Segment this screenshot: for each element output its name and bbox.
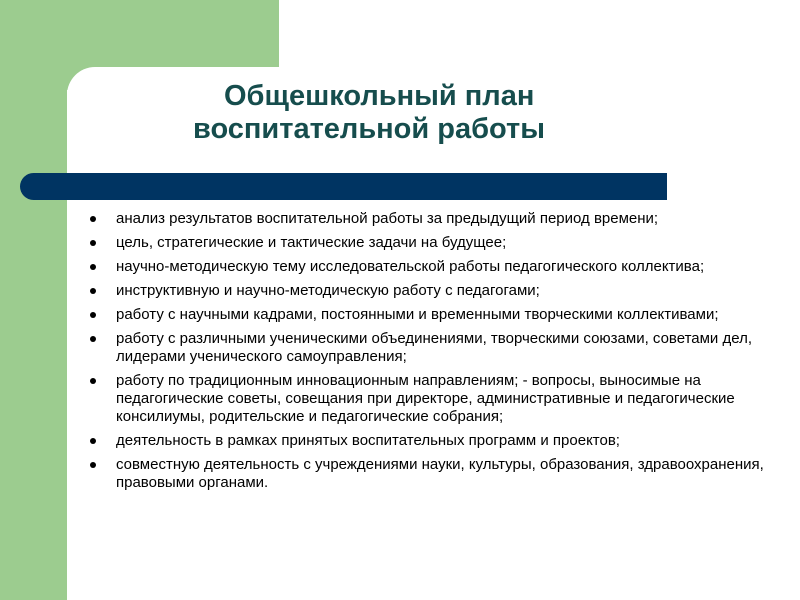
bullet-text: работу с различными ученическими объединениями, творческими союзами, советами дел, лидерами ученического самоуправления; — [116, 330, 752, 365]
bullet-list — [90, 210, 790, 498]
bullet-item — [90, 330, 790, 366]
bullet-icon — [90, 216, 96, 222]
decorative-green-strip-left — [0, 0, 67, 600]
slide-title — [160, 80, 680, 146]
bullet-text: совместную деятельность с учреждениями науки, культуры, образования, здравоохранения, правовыми органами. — [116, 456, 764, 491]
slide-title-line-1: Общешкольный план — [224, 80, 535, 112]
bullet-text: инструктивную и научно-методическую работу с педагогами; — [116, 282, 540, 299]
bullet-icon — [90, 240, 96, 246]
bullet-icon — [90, 288, 96, 294]
bullet-item — [90, 372, 790, 426]
bullet-item — [90, 456, 790, 492]
bullet-item — [90, 306, 790, 324]
bullet-icon — [90, 438, 96, 444]
bullet-item — [90, 258, 790, 276]
bullet-text: цель, стратегические и тактические задачи на будущее; — [116, 234, 507, 251]
slide-title-line-2: воспитательной работы — [193, 113, 545, 145]
bullet-item — [90, 432, 790, 450]
bullet-text: работу с научными кадрами, постоянными и временными творческими коллективами; — [116, 306, 719, 323]
bullet-icon — [90, 378, 96, 384]
bullet-text: научно-методическую тему исследовательской работы педагогического коллектива; — [116, 258, 705, 275]
bullet-item — [90, 210, 790, 228]
bullet-icon — [90, 336, 96, 342]
bullet-icon — [90, 264, 96, 270]
bullet-text: работу по традиционным инновационным направлениям; - вопросы, выносимые на педагогические советы, совещания при директоре, административные и педагогические консилиумы, родительские и педагогические собрания; — [116, 372, 735, 425]
bullet-icon — [90, 462, 96, 468]
bullet-item — [90, 282, 790, 300]
bullet-text: деятельность в рамках принятых воспитательных программ и проектов; — [116, 432, 620, 449]
bullet-icon — [90, 312, 96, 318]
bullet-item — [90, 234, 790, 252]
title-underline-bar — [20, 173, 667, 200]
bullet-text: анализ результатов воспитательной работы за предыдущий период времени; — [116, 210, 659, 227]
